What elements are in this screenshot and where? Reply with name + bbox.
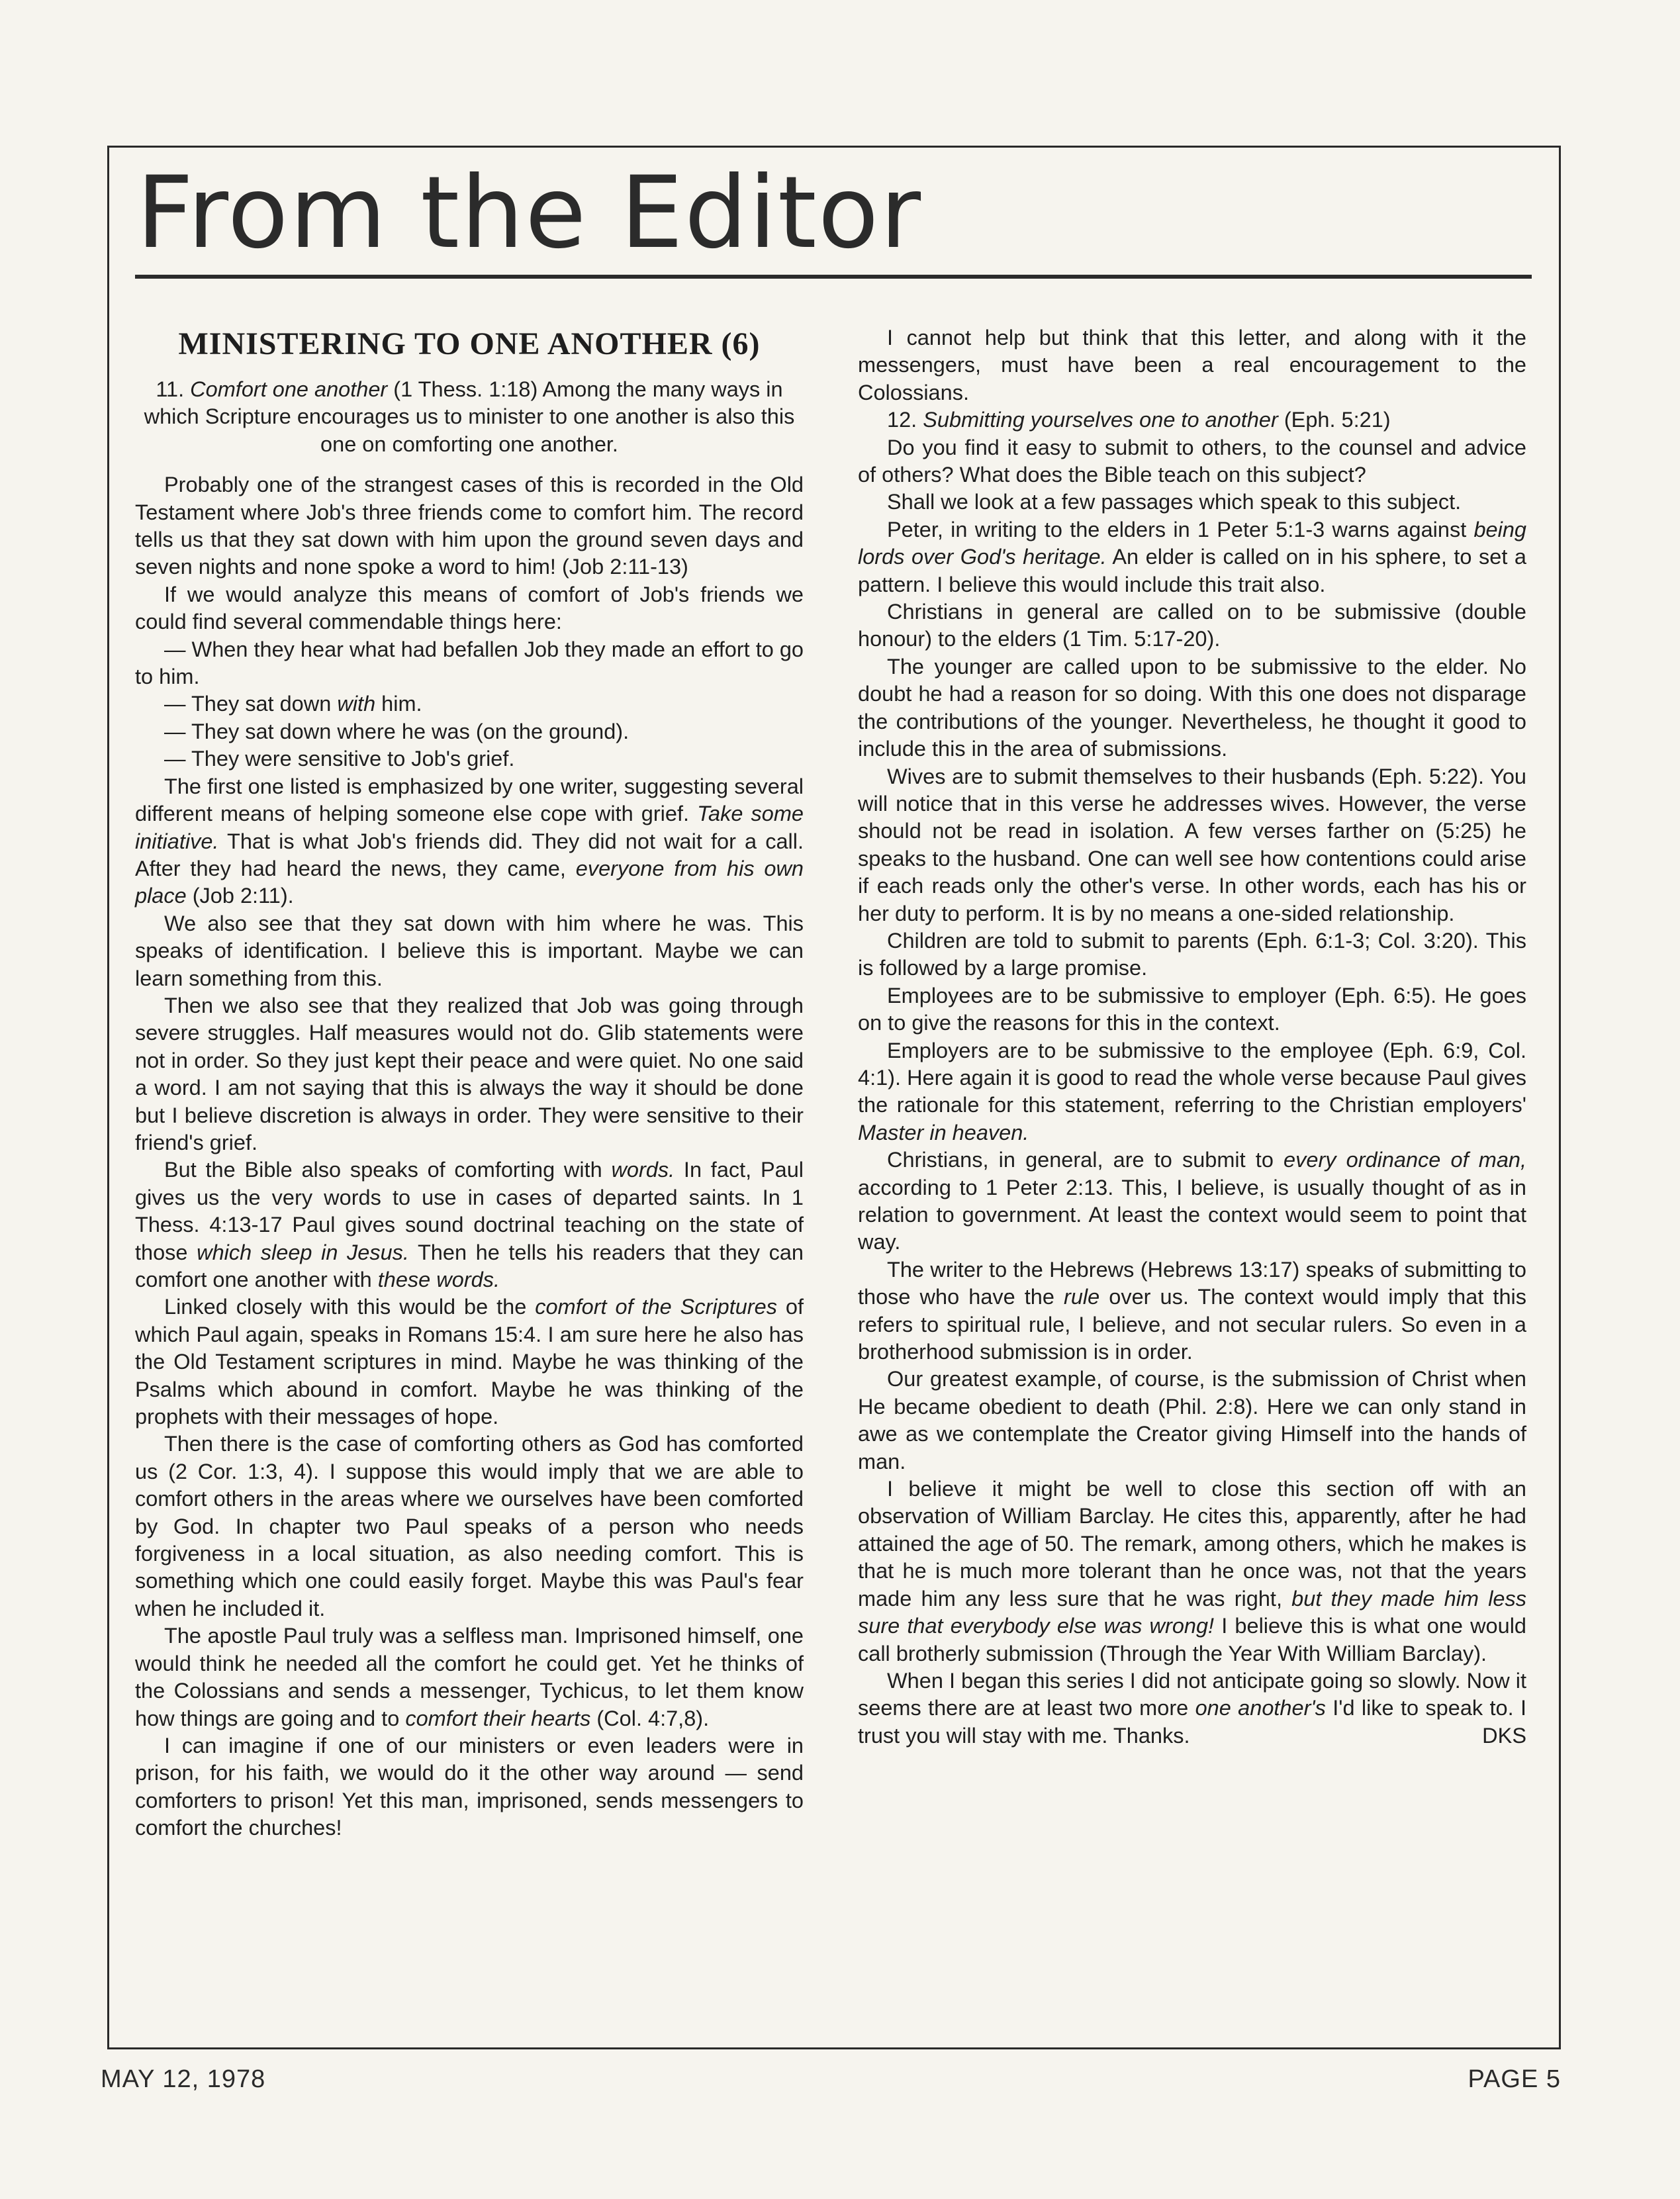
paragraph: Our greatest example, of course, is the submission of Christ when He became obedient to death (Phil. 2:8). Here we can only stand in awe as we contemplate the Creator giving Himself into the hands of man. <box>858 1367 1526 1474</box>
footer-page-number: PAGE 5 <box>1468 2065 1561 2093</box>
footer-date: MAY 12, 1978 <box>101 2065 266 2093</box>
article-lead: 11. Comfort one another (1 Thess. 1:18) Among the many ways in which Scripture encourages us to minister to one another is also this one on comforting one another. <box>144 377 795 456</box>
masthead-title: From the Editor <box>136 156 923 271</box>
paragraph: I believe it might be well to close this section off with an observation of William Barclay. He cites this, apparently, after he had attained the age of 50. The remark, among others, which he makes is that he is much more tolerant than he once was, not that the years made him any less sure that he was right, but they made him less sure that everybody else was wrong! I believe this is what one would call brotherly submission (Through the Year With William Barclay). <box>858 1477 1526 1665</box>
masthead-rule <box>135 275 1532 279</box>
paragraph: — They sat down where he was (on the ground). <box>164 719 630 743</box>
article-column-left <box>135 324 804 1842</box>
paragraph: Employees are to be submissive to employer (Eph. 6:5). He goes on to give the reasons for this in the context. <box>858 983 1526 1035</box>
paragraph: Christians in general are called on to be submissive (double honour) to the elders (1 Tim. 5:17-20). <box>858 600 1526 651</box>
paragraph: Children are told to submit to parents (Eph. 6:1-3; Col. 3:20). This is followed by a large promise. <box>858 928 1526 980</box>
paragraph: Employers are to be submissive to the employee (Eph. 6:9, Col. 4:1). Here again it is good to read the whole verse because Paul gives the rationale for this statement, referring to the Christian employers' Master in heaven. <box>858 1038 1526 1145</box>
paragraph: Peter, in writing to the elders in 1 Peter 5:1-3 warns against being lords over God's heritage. An elder is called on in his sphere, to set a pattern. I believe this would include this trait also. <box>858 517 1526 596</box>
signature: DKS <box>1482 1723 1526 1748</box>
paragraph: I cannot help but think that this letter, and along with it the messengers, must have been a real encouragement to the Colossians. <box>858 326 1526 404</box>
paragraph: Probably one of the strangest cases of this is recorded in the Old Testament where Job's three friends come to comfort him. The record tells us that they sat down with him upon the ground seven days and seven nights and none spoke a word to him! (Job 2:11-13) <box>135 473 804 579</box>
paragraph: The younger are called upon to be submissive to the elder. No doubt he had a reason for so doing. With this one does not disparage the contributions of the younger. Nevertheless, he thought it good to include this in the area of submissions. <box>858 654 1526 761</box>
paragraph: Then we also see that they realized that Job was going through severe struggles. Half measures would not do. Glib statements were not in order. So they just kept their peace and were quiet. No one said a word. I am not saying that this is always the way it should be done but I believe discretion is always in order. They were sensitive to their friend's grief. <box>135 993 804 1154</box>
paragraph: Do you find it easy to submit to others, to the counsel and advice of others? What does the Bible teach on this subject? <box>858 435 1526 487</box>
paragraph: If we would analyze this means of comfort of Job's friends we could find several commendable things here: <box>135 582 804 634</box>
paragraph: But the Bible also speaks of comforting with words. In fact, Paul gives us the very words to use in cases of departed saints. In 1 Thess. 4:13-17 Paul gives sound doctrinal teaching on the state of those which sleep in Jesus. Then he tells his readers that they can comfort one another with these words. <box>135 1158 804 1291</box>
article-title: MINISTERING TO ONE ANOTHER (6) <box>178 326 761 361</box>
paragraph: Shall we look at a few passages which speak to this subject. <box>887 490 1462 514</box>
paragraph: I can imagine if one of our ministers or even leaders were in prison, for his faith, we would do it the other way around — send comforters to prison! Yet this man, imprisoned, sends messengers to comfort the churches! <box>135 1733 804 1840</box>
article-column-right <box>858 324 1526 1750</box>
paragraph: When I began this series I did not anticipate going so slowly. Now it seems there are at least two more one another's I'd like to speak to. I trust you will stay with me. Thanks. DKS <box>858 1667 1526 1750</box>
paragraph: The apostle Paul truly was a selfless man. Imprisoned himself, one would think he needed all the comfort he could get. Yet he thinks of the Colossians and sends a messenger, Tychicus, to let them know how things are going and to comfort their hearts (Col. 4:7,8). <box>135 1624 804 1730</box>
paragraph: The writer to the Hebrews (Hebrews 13:17) speaks of submitting to those who have the rule over us. The context would imply that this refers to spiritual rule, I believe, and not secular rulers. So even in a brotherhood submission is in order. <box>858 1257 1526 1364</box>
paragraph: The first one listed is emphasized by one writer, suggesting several different means of helping someone else cope with grief. Take some initiative. That is what Job's friends did. They did not wait for a call. After they had heard the news, they came, everyone from his own place (Job 2:11). <box>135 774 804 908</box>
section-heading: 12. Submitting yourselves one to another (Eph. 5:21) <box>887 408 1391 432</box>
paragraph: Christians, in general, are to submit to every ordinance of man, according to 1 Peter 2:13. This, I believe, is usually thought of as in relation to government. At least the context would seem to point that way. <box>858 1148 1526 1254</box>
paragraph: — They sat down with him. <box>164 692 422 716</box>
paragraph: — When they hear what had befallen Job they made an effort to go to him. <box>135 637 804 689</box>
paragraph: Wives are to submit themselves to their husbands (Eph. 5:22). You will notice that in this verse he addresses wives. However, the verse should not be read in isolation. A few verses farther on (5:25) he speaks to the husband. One can well see how contentions could arise if each reads only the other's verse. In other words, each has his or her duty to perform. It is by no means a one-sided relationship. <box>858 764 1526 925</box>
paragraph: Linked closely with this would be the comfort of the Scriptures of which Paul again, speaks in Romans 15:4. I am sure here he also has the Old Testament scriptures in mind. Maybe he was thinking of the Psalms which abound in comfort. Maybe he was thinking of the prophets with their messages of hope. <box>135 1295 804 1429</box>
paragraph: We also see that they sat down with him where he was. This speaks of identification. I believe this is important. Maybe we can learn something from this. <box>135 911 804 990</box>
paragraph: — They were sensitive to Job's grief. <box>164 747 515 771</box>
paragraph: Then there is the case of comforting others as God has comforted us (2 Cor. 1:3, 4). I suppose this would imply that we are able to comfort others in the areas where we ourselves have been comforted by God. In chapter two Paul speaks of a person who needs forgiveness in a local situation, as also needing comfort. This is something which one could easily forget. Maybe this was Paul's fear when he included it. <box>135 1432 804 1620</box>
